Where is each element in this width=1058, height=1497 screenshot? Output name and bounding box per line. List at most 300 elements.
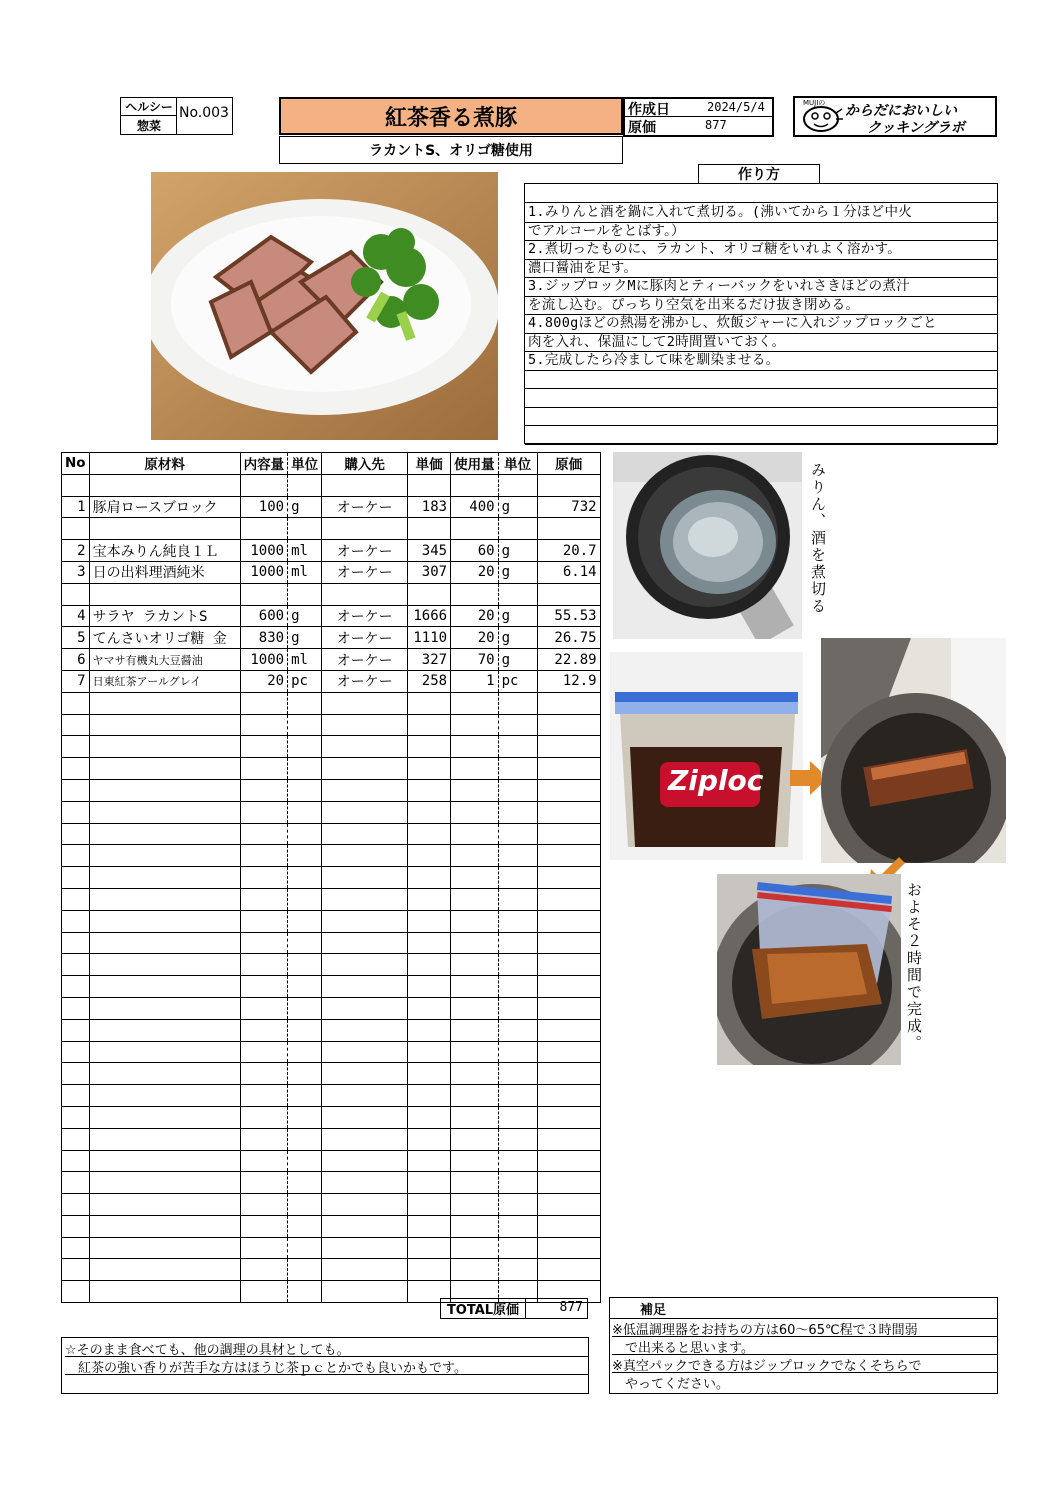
col-unit-price-cell: [408, 1259, 451, 1281]
table-row: [62, 561, 601, 583]
col-vendor-header: 購入先: [322, 453, 408, 475]
table-row: [62, 1106, 601, 1128]
cost-label: 原価: [628, 120, 656, 136]
col-usage-unit-cell: [498, 823, 537, 845]
col-unit-price-cell: [408, 736, 451, 758]
col-cost-cell: [537, 1259, 600, 1281]
col-ingredient-cell: [89, 779, 240, 801]
col-quantity-cell: [240, 1259, 288, 1281]
col-ingredient-cell: [89, 867, 240, 889]
col-cost-cell: [537, 1237, 600, 1259]
col-unit-cell: [288, 1194, 322, 1216]
col-ingredient-cell: [89, 1019, 240, 1041]
col-quantity-cell: 1000: [240, 561, 288, 583]
col-usage-cell: [451, 692, 499, 714]
col-unit-price-cell: [408, 779, 451, 801]
col-ingredient-cell: [89, 1215, 240, 1237]
col-vendor-cell: [322, 888, 408, 910]
notes-line-3: ※真空パックできる方はジップロックでなくそちらで: [612, 1355, 997, 1373]
col-unit-cell: [288, 1150, 322, 1172]
col-quantity-cell: [240, 1237, 288, 1259]
col-usage-unit-cell: [498, 1128, 537, 1150]
table-row: [62, 910, 601, 932]
col-ingredient-cell: [89, 583, 240, 605]
col-ingredient-cell: [89, 1194, 240, 1216]
col-no-cell: 6: [62, 649, 90, 671]
col-no-cell: [62, 1063, 90, 1085]
col-usage-unit-cell: [498, 1085, 537, 1107]
table-row: [62, 627, 601, 649]
col-usage-cell: 70: [451, 649, 499, 671]
col-cost-cell: [537, 1063, 600, 1085]
col-unit-price-cell: [408, 845, 451, 867]
rice-cooker-photo: [821, 638, 1006, 863]
col-usage-unit-cell: [498, 1194, 537, 1216]
col-unit-price-cell: [408, 692, 451, 714]
col-unit-cell: [288, 583, 322, 605]
table-row: [62, 474, 601, 496]
method-title: 作り方: [698, 164, 820, 184]
col-vendor-cell: [322, 867, 408, 889]
col-ingredient-cell: [89, 823, 240, 845]
col-ingredient-cell: [89, 1281, 240, 1303]
col-usage-unit-cell: [498, 779, 537, 801]
col-usage-unit-header: 単位: [498, 453, 537, 475]
col-usage-unit-cell: [498, 867, 537, 889]
col-usage-cell: [451, 1172, 499, 1194]
col-unit-price-cell: [408, 976, 451, 998]
created-date: 2024/5/4: [707, 100, 765, 114]
table-row: [62, 1019, 601, 1041]
col-no-cell: [62, 583, 90, 605]
col-unit-price-cell: [408, 1019, 451, 1041]
col-vendor-cell: オーケー: [322, 649, 408, 671]
col-vendor-cell: [322, 1063, 408, 1085]
col-no-cell: [62, 736, 90, 758]
col-vendor-cell: [322, 714, 408, 736]
col-vendor-cell: [322, 976, 408, 998]
col-quantity-cell: [240, 1150, 288, 1172]
table-row: [62, 867, 601, 889]
col-usage-unit-cell: [498, 474, 537, 496]
col-ingredient-cell: [89, 736, 240, 758]
col-unit-price-cell: [408, 1128, 451, 1150]
col-cost-cell: [537, 1150, 600, 1172]
col-no-cell: [62, 714, 90, 736]
col-usage-unit-cell: [498, 714, 537, 736]
col-cost-cell: [537, 1019, 600, 1041]
col-no-cell: 1: [62, 496, 90, 518]
col-vendor-cell: [322, 1259, 408, 1281]
col-unit-price-cell: [408, 823, 451, 845]
col-usage-unit-cell: pc: [498, 670, 537, 692]
col-quantity-cell: 1000: [240, 649, 288, 671]
col-unit-price-cell: 1666: [408, 605, 451, 627]
ziploc-brand-label: Ziploc: [668, 764, 764, 797]
col-quantity-cell: [240, 1172, 288, 1194]
col-usage-unit-cell: [498, 801, 537, 823]
logo-line1: からだにおいしい: [845, 103, 957, 119]
col-unit-cell: g: [288, 605, 322, 627]
table-row: [62, 692, 601, 714]
col-usage-cell: [451, 779, 499, 801]
col-unit-price-cell: 327: [408, 649, 451, 671]
col-usage-unit-cell: [498, 1259, 537, 1281]
col-ingredient-cell: 豚肩ロースブロック: [89, 496, 240, 518]
finished-dish-photo: [151, 172, 498, 440]
table-row: [62, 1194, 601, 1216]
col-ingredient-cell: [89, 1128, 240, 1150]
col-usage-cell: [451, 801, 499, 823]
col-unit-price-cell: [408, 932, 451, 954]
col-unit-cell: [288, 1128, 322, 1150]
table-row: [62, 1237, 601, 1259]
notes-line-1: ※低温調理器をお持ちの方は60～65℃程で３時間弱: [612, 1319, 997, 1337]
col-unit-cell: [288, 758, 322, 780]
col-cost-cell: [537, 758, 600, 780]
method-line: 5.完成したら冷まして味を馴染ませる。: [525, 351, 997, 371]
col-no-cell: [62, 1019, 90, 1041]
finished-bag-photo: [717, 874, 901, 1065]
notes-box: [609, 1297, 998, 1394]
page-title: 紅茶香る煮豚: [279, 97, 623, 135]
method-line: 1.みりんと酒を鍋に入れて煮切る。(沸いてから１分ほど中火: [525, 203, 997, 223]
col-quantity-cell: 20: [240, 670, 288, 692]
col-no-cell: [62, 1172, 90, 1194]
col-usage-unit-cell: [498, 692, 537, 714]
col-usage-unit-cell: [498, 1150, 537, 1172]
col-cost-cell: 55.53: [537, 605, 600, 627]
col-cost-cell: 20.7: [537, 540, 600, 562]
col-usage-unit-cell: g: [498, 496, 537, 518]
table-row: [62, 845, 601, 867]
col-usage-unit-cell: [498, 976, 537, 998]
category-box: [120, 97, 233, 135]
ziploc-photo: [610, 652, 803, 860]
col-quantity-header: 内容量: [240, 453, 288, 475]
col-ingredient-cell: [89, 1237, 240, 1259]
col-unit-cell: [288, 1063, 322, 1085]
col-usage-cell: [451, 1106, 499, 1128]
method-line: でアルコールをとばす。）: [525, 222, 997, 242]
col-usage-cell: [451, 997, 499, 1019]
method-line: [525, 407, 997, 427]
col-vendor-cell: [322, 1237, 408, 1259]
col-usage-unit-cell: [498, 954, 537, 976]
col-no-cell: [62, 910, 90, 932]
method-line: 2.煮切ったものに、ラカント、オリゴ糖をいれよく溶かす。: [525, 240, 997, 260]
col-cost-cell: [537, 1085, 600, 1107]
col-cost-cell: 732: [537, 496, 600, 518]
col-unit-cell: [288, 1281, 322, 1303]
col-usage-cell: 1: [451, 670, 499, 692]
col-ingredient-cell: [89, 714, 240, 736]
col-usage-cell: [451, 954, 499, 976]
col-unit-price-cell: [408, 1063, 451, 1085]
ingredients-table: [61, 452, 601, 1303]
col-no-cell: [62, 976, 90, 998]
col-usage-unit-cell: g: [498, 649, 537, 671]
col-unit-cell: [288, 779, 322, 801]
col-unit-cell: [288, 845, 322, 867]
col-unit-cell: [288, 1215, 322, 1237]
col-unit-price-cell: [408, 1150, 451, 1172]
col-usage-cell: [451, 1237, 499, 1259]
col-unit-price-cell: [408, 1215, 451, 1237]
col-no-cell: [62, 1150, 90, 1172]
col-usage-cell: [451, 932, 499, 954]
col-cost-cell: [537, 1128, 600, 1150]
col-no-cell: 2: [62, 540, 90, 562]
col-unit-cell: [288, 474, 322, 496]
col-usage-unit-cell: [498, 910, 537, 932]
col-cost-cell: [537, 692, 600, 714]
col-unit-price-cell: 307: [408, 561, 451, 583]
col-no-cell: [62, 692, 90, 714]
col-usage-unit-cell: [498, 1106, 537, 1128]
col-cost-cell: [537, 845, 600, 867]
col-vendor-cell: [322, 779, 408, 801]
col-usage-cell: 60: [451, 540, 499, 562]
col-vendor-cell: オーケー: [322, 605, 408, 627]
total-label: TOTAL原価: [441, 1299, 526, 1318]
col-unit-cell: pc: [288, 670, 322, 692]
table-row: [62, 1063, 601, 1085]
col-ingredient-cell: 宝本みりん純良１Ｌ: [89, 540, 240, 562]
col-usage-cell: [451, 1259, 499, 1281]
col-ingredient-cell: てんさいオリゴ糖 金: [89, 627, 240, 649]
method-line: 4.800gほどの熱湯を沸かし、炊飯ジャーに入れジップロックごと: [525, 314, 997, 334]
col-unit-price-cell: [408, 867, 451, 889]
col-unit-price-cell: [408, 1237, 451, 1259]
col-vendor-cell: [322, 1215, 408, 1237]
col-unit-price-cell: [408, 997, 451, 1019]
col-usage-cell: 20: [451, 605, 499, 627]
col-usage-cell: [451, 1128, 499, 1150]
col-vendor-cell: オーケー: [322, 670, 408, 692]
col-usage-unit-cell: g: [498, 540, 537, 562]
table-row: [62, 1150, 601, 1172]
col-cost-cell: [537, 932, 600, 954]
col-cost-cell: [537, 1215, 600, 1237]
col-no-cell: [62, 801, 90, 823]
col-ingredient-cell: [89, 932, 240, 954]
col-ingredient-cell: [89, 801, 240, 823]
table-row: [62, 1215, 601, 1237]
col-unit-cell: [288, 954, 322, 976]
notes-line-4: やってください。: [612, 1377, 730, 1392]
table-row: [62, 1128, 601, 1150]
col-quantity-cell: [240, 1128, 288, 1150]
col-cost-cell: [537, 583, 600, 605]
col-vendor-cell: [322, 758, 408, 780]
col-unit-price-cell: [408, 1041, 451, 1063]
col-unit-price-cell: [408, 583, 451, 605]
col-quantity-cell: [240, 1063, 288, 1085]
col-quantity-cell: 100: [240, 496, 288, 518]
col-ingredient-cell: [89, 888, 240, 910]
col-usage-cell: [451, 1063, 499, 1085]
table-row: [62, 1041, 601, 1063]
col-quantity-cell: [240, 910, 288, 932]
col-usage-unit-cell: [498, 932, 537, 954]
col-quantity-cell: [240, 823, 288, 845]
col-usage-cell: [451, 474, 499, 496]
col-usage-unit-cell: [498, 1041, 537, 1063]
col-ingredient-cell: [89, 1041, 240, 1063]
col-unit-price-cell: [408, 801, 451, 823]
col-cost-cell: [537, 888, 600, 910]
col-quantity-cell: [240, 1019, 288, 1041]
table-row: [62, 714, 601, 736]
col-cost-cell: [537, 976, 600, 998]
finish-caption: およそ２時間で完成。: [905, 882, 923, 1052]
col-usage-cell: [451, 714, 499, 736]
col-ingredient-cell: [89, 910, 240, 932]
col-usage-unit-cell: [498, 997, 537, 1019]
col-ingredient-cell: [89, 474, 240, 496]
col-usage-cell: [451, 1019, 499, 1041]
col-usage-unit-cell: g: [498, 561, 537, 583]
pan-photo: [613, 452, 802, 639]
col-quantity-cell: [240, 1041, 288, 1063]
col-usage-cell: [451, 910, 499, 932]
col-cost-cell: [537, 1106, 600, 1128]
table-row: [62, 758, 601, 780]
logo-small-text: MUJIの: [803, 99, 826, 107]
col-unit-cell: [288, 1085, 322, 1107]
col-no-cell: [62, 1106, 90, 1128]
col-quantity-cell: [240, 932, 288, 954]
col-vendor-cell: [322, 1041, 408, 1063]
col-no-cell: [62, 932, 90, 954]
col-cost-cell: [537, 518, 600, 540]
col-unit-cell: [288, 1237, 322, 1259]
table-row: [62, 997, 601, 1019]
table-row: [62, 1085, 601, 1107]
col-no-cell: [62, 845, 90, 867]
col-usage-cell: [451, 583, 499, 605]
col-no-cell: [62, 1085, 90, 1107]
col-no-cell: [62, 1194, 90, 1216]
col-unit-cell: [288, 976, 322, 998]
col-unit-cell: [288, 867, 322, 889]
col-unit-cell: g: [288, 627, 322, 649]
col-ingredient-header: 原材料: [89, 453, 240, 475]
col-no-cell: [62, 867, 90, 889]
col-cost-cell: [537, 714, 600, 736]
col-vendor-cell: [322, 1019, 408, 1041]
col-unit-cell: [288, 888, 322, 910]
method-line: を流し込む。ぴっちり空気を出来るだけ抜き閉める。: [525, 296, 997, 316]
col-usage-unit-cell: [498, 1172, 537, 1194]
col-unit-cell: [288, 1019, 322, 1041]
col-usage-cell: [451, 1150, 499, 1172]
col-usage-cell: [451, 1041, 499, 1063]
col-quantity-cell: [240, 845, 288, 867]
col-vendor-cell: [322, 823, 408, 845]
col-usage-unit-cell: [498, 888, 537, 910]
table-row: [62, 1172, 601, 1194]
col-unit-price-cell: [408, 888, 451, 910]
col-usage-cell: [451, 518, 499, 540]
cost-value: 877: [705, 118, 727, 132]
col-ingredient-cell: 日東紅茶アールグレイ: [89, 670, 240, 692]
col-quantity-cell: [240, 736, 288, 758]
col-cost-cell: [537, 801, 600, 823]
table-row: [62, 540, 601, 562]
table-row: [62, 518, 601, 540]
col-quantity-cell: [240, 1106, 288, 1128]
ingredients-header-row: [62, 453, 601, 475]
col-usage-cell: [451, 1085, 499, 1107]
col-quantity-cell: [240, 976, 288, 998]
col-vendor-cell: [322, 1128, 408, 1150]
col-quantity-cell: [240, 888, 288, 910]
col-usage-unit-cell: [498, 845, 537, 867]
col-no-cell: [62, 474, 90, 496]
table-row: [62, 496, 601, 518]
col-unit-cell: g: [288, 496, 322, 518]
notes-line-2: で出来ると思います。: [612, 1337, 997, 1355]
col-vendor-cell: [322, 932, 408, 954]
col-unit-price-cell: [408, 910, 451, 932]
col-quantity-cell: [240, 779, 288, 801]
comment-box: [61, 1337, 589, 1394]
col-usage-unit-cell: [498, 1237, 537, 1259]
col-vendor-cell: [322, 1194, 408, 1216]
table-row: [62, 1259, 601, 1281]
col-unit-price-cell: [408, 1106, 451, 1128]
col-ingredient-cell: ヤマサ有機丸大豆醤油: [89, 649, 240, 671]
col-cost-header: 原価: [537, 453, 600, 475]
col-vendor-cell: [322, 1172, 408, 1194]
table-row: [62, 801, 601, 823]
col-no-cell: [62, 997, 90, 1019]
col-cost-cell: 26.75: [537, 627, 600, 649]
col-unit-price-cell: [408, 714, 451, 736]
col-unit-header: 単位: [288, 453, 322, 475]
col-usage-unit-cell: g: [498, 627, 537, 649]
col-ingredient-cell: [89, 976, 240, 998]
col-no-cell: 5: [62, 627, 90, 649]
col-cost-cell: 6.14: [537, 561, 600, 583]
method-line: 肉を入れ、保温にして2時間置いておく。: [525, 333, 997, 353]
col-vendor-cell: [322, 736, 408, 758]
col-unit-price-cell: [408, 474, 451, 496]
col-quantity-cell: [240, 518, 288, 540]
col-usage-cell: 20: [451, 627, 499, 649]
method-line: 3.ジップロックMに豚肉とティーバックをいれさきほどの煮汁: [525, 277, 997, 297]
col-ingredient-cell: [89, 518, 240, 540]
table-row: [62, 583, 601, 605]
col-vendor-cell: [322, 518, 408, 540]
col-cost-cell: [537, 954, 600, 976]
col-cost-cell: [537, 910, 600, 932]
table-row: [62, 888, 601, 910]
col-cost-cell: [537, 823, 600, 845]
col-no-cell: [62, 1128, 90, 1150]
col-cost-cell: [537, 1041, 600, 1063]
col-quantity-cell: [240, 714, 288, 736]
table-row: [62, 976, 601, 998]
col-vendor-cell: オーケー: [322, 561, 408, 583]
comment-line-2: 紅茶の強い香りが苦手な方はほうじ茶ｐｃとかでも良いかもです。: [65, 1357, 588, 1375]
col-usage-cell: [451, 1215, 499, 1237]
col-ingredient-cell: [89, 1085, 240, 1107]
col-cost-cell: [537, 474, 600, 496]
col-usage-cell: [451, 1194, 499, 1216]
